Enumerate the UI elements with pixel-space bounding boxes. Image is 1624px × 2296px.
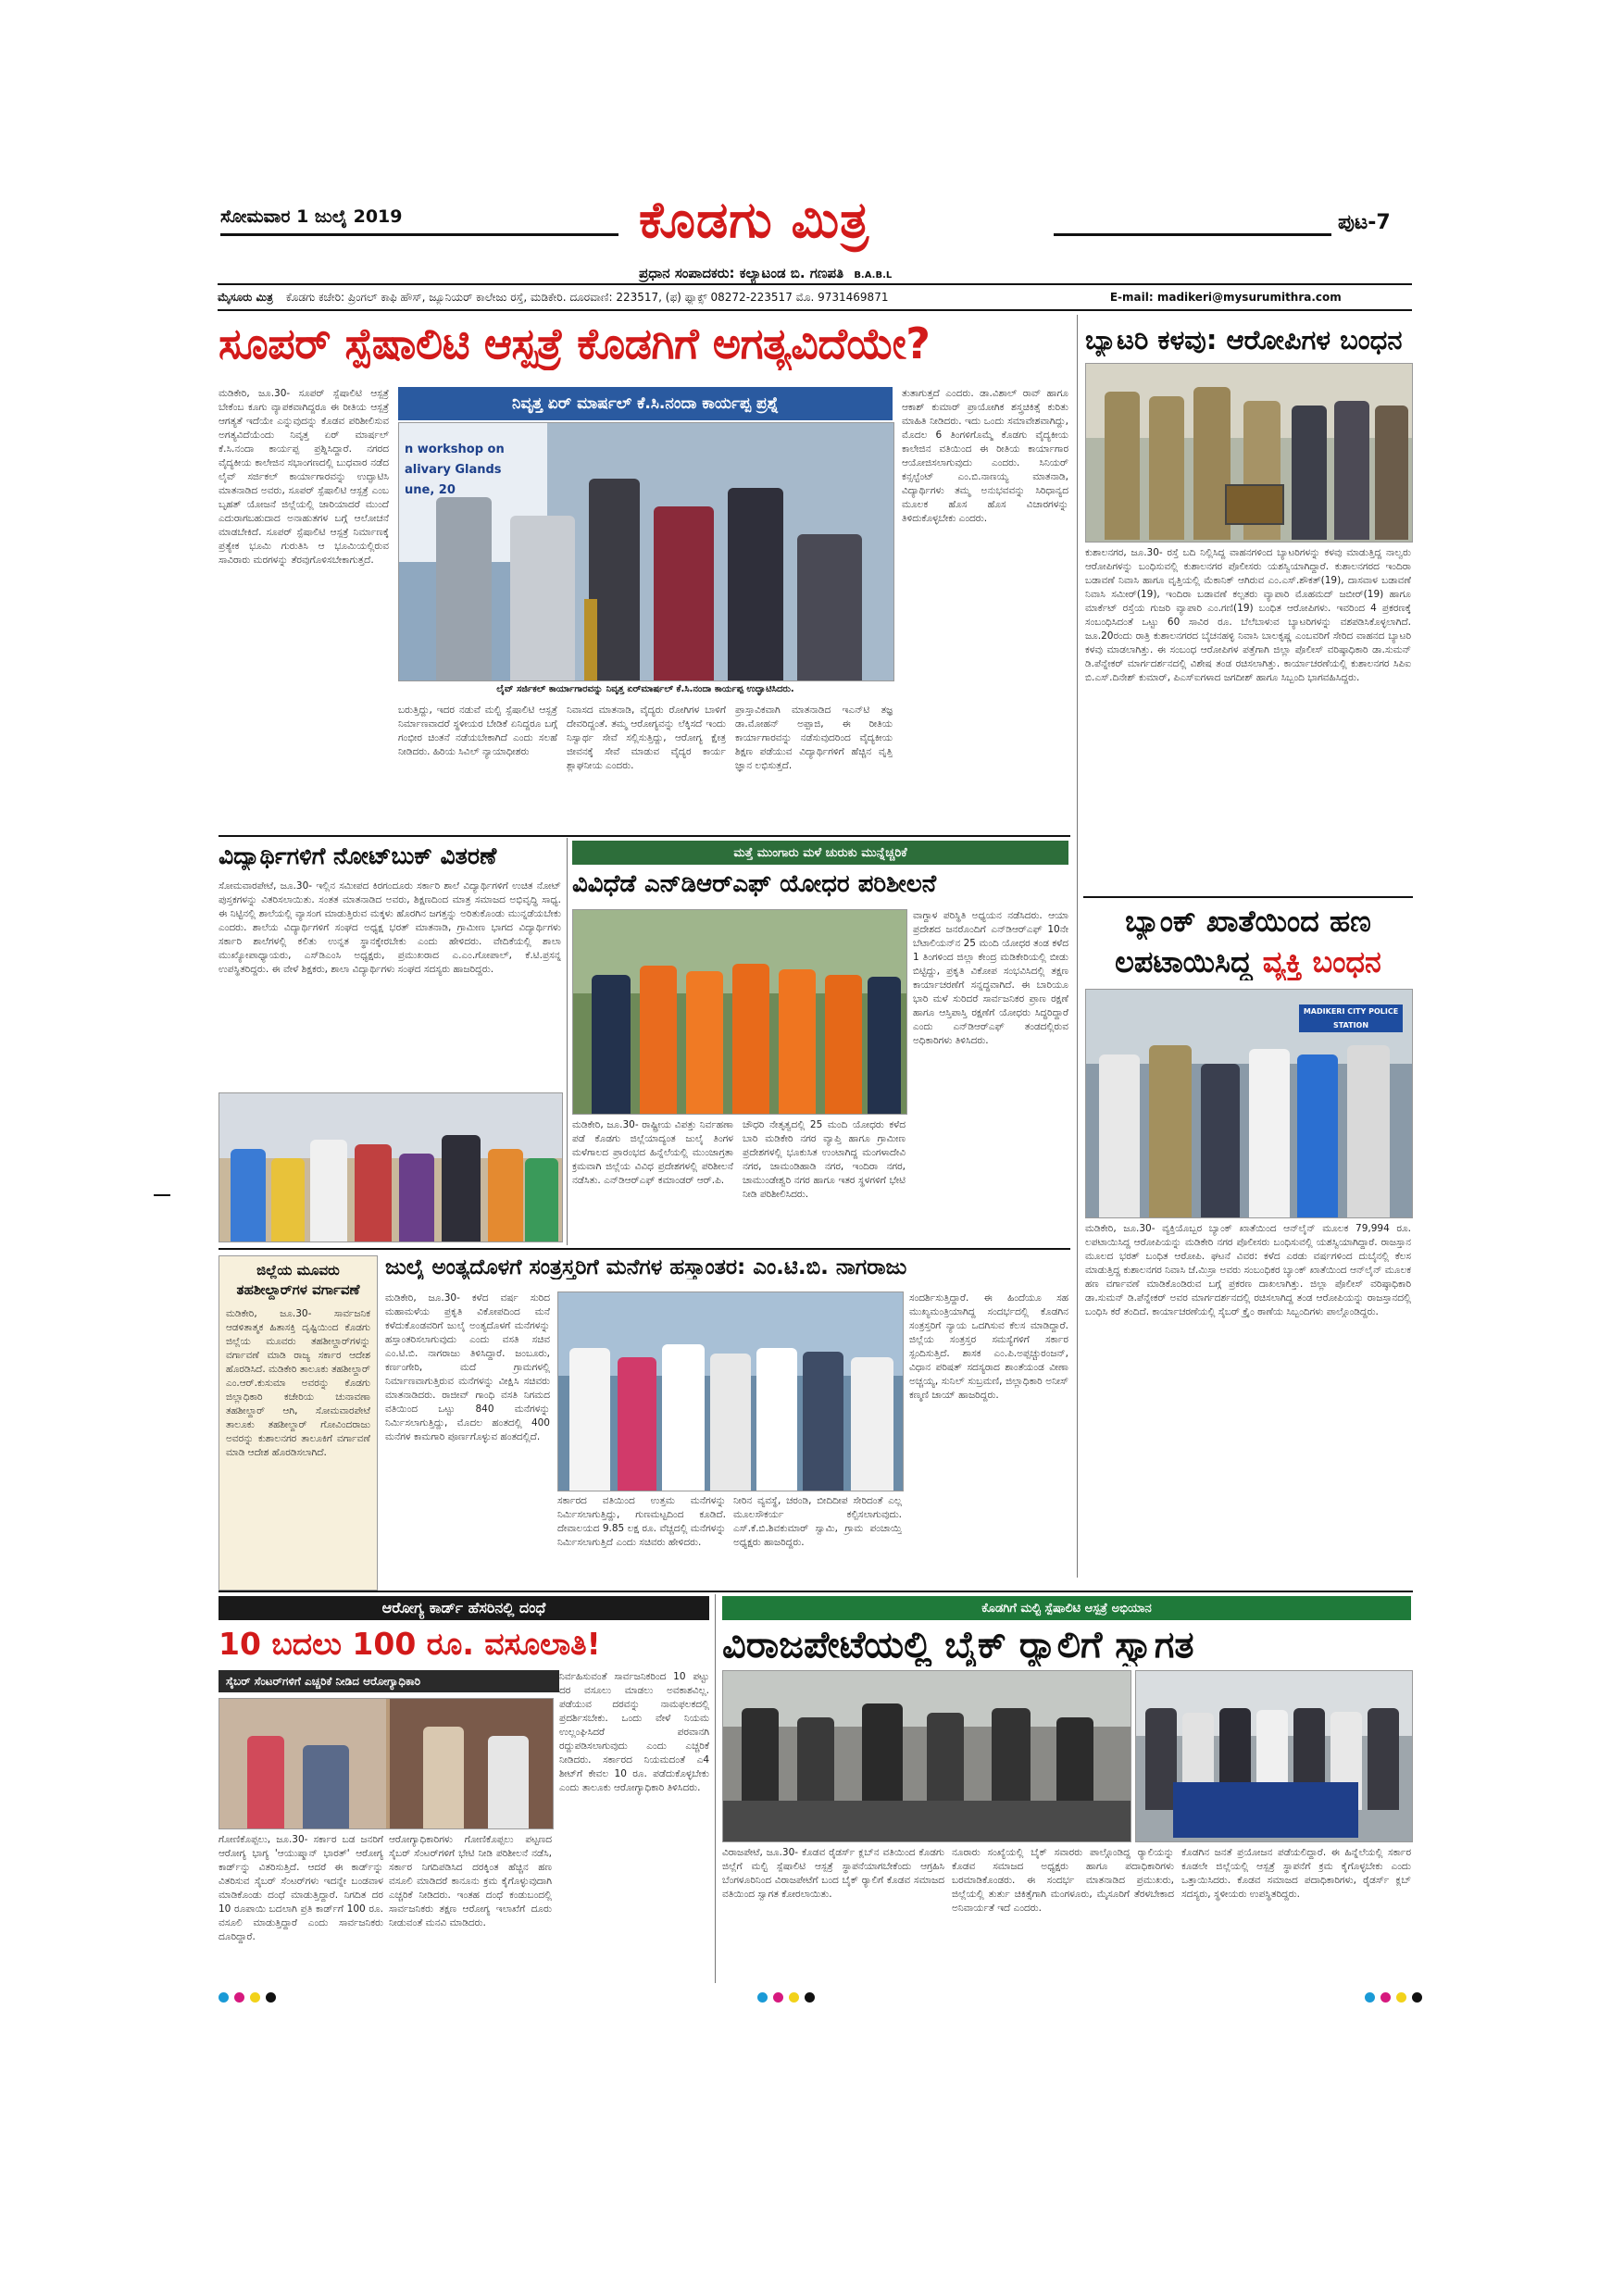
police-station-sign: MADIKERI CITY POLICE STATION xyxy=(1299,1004,1403,1032)
masthead-left-rule xyxy=(220,233,618,236)
contact-top-rule xyxy=(218,283,1412,285)
bank-headline-line2 xyxy=(1085,944,1411,980)
notebook-photo xyxy=(219,1092,563,1242)
lead-subhead: ನಿವೃತ್ತ ಏರ್ ಮಾರ್ಷಲ್ ಕೆ.ಸಿ.ನಂದಾ ಕಾರ್ಯಪ್ಪ ಪ್ರಶ್ನೆ xyxy=(512,394,779,413)
police-silhouette xyxy=(1149,1045,1192,1217)
photo-banner-text: n workshop on alivary Glands une, 20 xyxy=(405,443,505,497)
rider-silhouette xyxy=(992,1708,1031,1810)
ndrf-body-c: ವಾಗ್ದಾಳ ಪರಿಸ್ಥಿತಿ ಅಧ್ಯಯನ ನಡೆಸಿದರು. ಆಯಾ ಪ್ರದೇಶದ ಜನರೊಂದಿಗೆ ಎನ್‌ಡಿಆರ್‌ಎಫ್ 10ನೇ ಬೆಟಾಲಿಯನ್‌ನ 25 ಮಂದಿ ಯೋಧರ ತಂಡ ಕಳೆದ 1 ತಿಂಗಳಿಂದ ಜಿಲ್ಲಾ ಕೇಂದ್ರ ಮಡಿಕೇರಿಯಲ್ಲಿ ಬೀಡು ಬಿಟ್ಟಿದ್ದು, ಪ್ರಕೃತಿ ವಿಕೋಪ ಸಂಭವಿಸಿದಲ್ಲಿ ತಕ್ಷಣ ಕಾರ್ಯಾಚರಣೆಗೆ ಸನ್ನದ್ಧವಾಗಿದೆ. ಈ ಬಾರಿಯೂ ಭಾರಿ ಮಳೆ ಸುರಿದರೆ ಸಾರ್ವಜನಿಕರ ಪ್ರಾಣ ರಕ್ಷಣೆ ಹಾಗೂ ಆಸ್ತಿಪಾಸ್ತಿ ರಕ್ಷಣೆಗೆ ಯೋಧರು ಸಿದ್ಧರಿದ್ದಾರೆ ಎಂದು ಎನ್‌ಡಿಆರ್‌ಎಫ್ ತಂಡದಲ್ಲಿರುವ ಅಧಿಕಾರಿಗಳು ತಿಳಿಸಿದರು. xyxy=(913,910,1068,1046)
person-silhouette xyxy=(654,506,714,681)
bank-headline-part-a: ಲಪಟಾಯಿಸಿದ್ದ xyxy=(1115,944,1263,980)
section-rule xyxy=(1083,896,1413,898)
bike-body-c: ಕೊಡಗಿನ ಜನತೆ ಪ್ರಯೋಜನ ಪಡೆಯಲಿದ್ದಾರೆ. ಈ ಹಿನ್ನೆಲೆಯಲ್ಲಿ ಸರ್ಕಾರ ಕೂಡಲೇ ಜಿಲ್ಲೆಯಲ್ಲಿ ಆಸ್ಪತ್ರೆ ಸ್ಥಾಪನೆಗೆ ಕ್ರಮ ಕೈಗೊಳ್ಳಬೇಕು ಎಂದು ಒತ್ತಾಯಿಸಿದರು. ಕೊಡವ ಸಮಾಜದ ಪದಾಧಿಕಾರಿಗಳು, ರೈಡರ್ಸ್ ಕ್ಲಬ್ ಸದಸ್ಯರು, ಸ್ಥಳೀಯರು ಉಪಸ್ಥಿತರಿದ್ದರು. xyxy=(1181,1847,1411,1900)
person-silhouette xyxy=(851,1357,893,1491)
person-silhouette xyxy=(442,1135,481,1242)
health-kicker: ಆರೋಗ್ಯ ಕಾರ್ಡ್ ಹೆಸರಿನಲ್ಲಿ ದಂಧೆ xyxy=(381,1599,546,1616)
masthead-editor xyxy=(639,265,892,281)
masthead-editor-degree: B.A.B.L xyxy=(854,270,893,281)
club-banner xyxy=(1173,1782,1358,1838)
lead-body-col1: ಮಡಿಕೇರಿ, ಜೂ.30- ಸೂಪರ್ ಸ್ಪೆಷಾಲಿಟಿ ಆಸ್ಪತ್ರೆ ಬೇಕೆಂಬ ಕೂಗು ವ್ಯಾಪಕವಾಗಿದ್ದರೂ ಈ ರೀತಿಯ ಆಸ್ಪತ್ರೆ ಆಗತ್ಯತೆ ಇದೆಯೇ ಎನ್ನುವುದನ್ನು ಕೊಡವ ಪರಿಶೀಲಿಸುವ ಅಗತ್ಯವಿದೆಯೆಂದು ನಿವೃತ್ತ ಏರ್ ಮಾರ್ಷಲ್ ಕೆ.ಸಿ.ನಂದಾ ಕಾರ್ಯಪ್ಪ ಪ್ರಶ್ನಿಸಿದ್ದಾರೆ. ನಗರದ ವೈದ್ಯಕೀಯ ಕಾಲೇಜಿನ ಸಭಾಂಗಣದಲ್ಲಿ ಬುಧವಾರ ನಡೆದ ಲೈವ್ ಸರ್ಜಿಕಲ್ ಕಾರ್ಯಾಗಾರವನ್ನು ಉದ್ಘಾಟಿಸಿ ಮಾತನಾಡಿದ ಅವರು, ಸೂಪರ್ ಸ್ಪೆಷಾಲಿಟಿ ಆಸ್ಪತ್ರೆ ಎಂಬ ಬೃಹತ್ ಯೋಜನೆ ಜಿಲ್ಲೆಯಲ್ಲಿ ಜಾರಿಯಾದರೆ ಮುಂದೆ ಎದುರಾಗಬಹುದಾದ ಅನಾಹುತಗಳ ಬಗ್ಗೆ ಆಲೋಚನೆ ಮಾಡಬೇಕಿದೆ. ಸೂಪರ್ ಸ್ಪೆಷಾಲಿಟಿ ಆಸ್ಪತ್ರೆ ನಿರ್ಮಾಣಕ್ಕೆ ಪ್ರತ್ಯೇಕ ಭೂಮಿ ಗುರುತಿಸಿ ಆ ಭೂಮಿಯಲ್ಲಿರುವ ಸಾವಿರಾರು ಮರಗಳನ್ನು ತೆರವುಗೊಳಿಸಬೇಕಾಗುತ್ತದೆ. xyxy=(219,388,389,566)
person-silhouette xyxy=(510,516,575,681)
health-headline-part-b: ವಸೂಲಾತಿ! xyxy=(484,1626,601,1662)
housing-body-a: ಮಡಿಕೇರಿ, ಜೂ.30- ಕಳೆದ ವರ್ಷ ಸುರಿದ ಮಹಾಮಳೆಯ ಪ್ರಕೃತಿ ವಿಕೋಪದಿಂದ ಮನೆ ಕಳೆದುಕೊಂಡವರಿಗೆ ಜುಲೈ ಅಂತ್ಯದೊಳಗೆ ಮನೆಗಳನ್ನು ಹಸ್ತಾಂತರಿಸಲಾಗುವುದು ಎಂದು ವಸತಿ ಸಚಿವ ಎಂ.ಟಿ.ಬಿ. ನಾಗರಾಜು ತಿಳಿಸಿದ್ದಾರೆ. ಜಂಬೂರು, ಕರ್ಣಂಗೇರಿ, ಮದೆ ಗ್ರಾಮಗಳಲ್ಲಿ ನಿರ್ಮಾಣವಾಗುತ್ತಿರುವ ಮನೆಗಳನ್ನು ವೀಕ್ಷಿಸಿ ಸಚಿವರು ಮಾತನಾಡಿದರು. ರಾಜೀವ್ ಗಾಂಧಿ ವಸತಿ ನಿಗಮದ ವತಿಯಿಂದ ಒಟ್ಟು 840 ಮನೆಗಳನ್ನು ನಿರ್ಮಿಸಲಾಗುತ್ತಿದ್ದು, ಮೊದಲ ಹಂತದಲ್ಲಿ 400 ಮನೆಗಳ ಕಾಮಗಾರಿ ಪೂರ್ಣಗೊಳ್ಳುವ ಹಂತದಲ್ಲಿದೆ. xyxy=(385,1292,550,1442)
child-silhouette xyxy=(271,1158,305,1242)
rider-silhouette xyxy=(927,1713,964,1810)
bike-photo-right xyxy=(1135,1670,1413,1842)
bank-headline-part-b: ವ್ಯಕ್ತಿ ಬಂಧನ xyxy=(1262,944,1381,980)
person-silhouette xyxy=(1249,1049,1290,1217)
person-silhouette xyxy=(1201,1064,1240,1217)
person-silhouette xyxy=(1368,1708,1399,1810)
person-silhouette xyxy=(1375,406,1408,540)
ndrf-kicker-bar xyxy=(572,841,1068,865)
masthead-page-number: ಪುಟ-7 xyxy=(1338,211,1391,234)
bank-headline-line1: ಬ್ಯಾಂಕ್ ಖಾತೆಯಿಂದ ಹಣ xyxy=(1125,904,1371,939)
lamp-icon xyxy=(584,599,597,681)
lead-photo xyxy=(398,422,894,681)
housing-photo-caption-b: ನೀರಿನ ವ್ಯವಸ್ಥೆ, ಚರಂಡಿ, ಬೀದಿದೀಪ ಸೇರಿದಂತೆ ಎಲ್ಲ ಮೂಲಸೌಕರ್ಯ ಕಲ್ಪಿಸಲಾಗುವುದು. ಎಸ್.ಕೆ.ಬಿ.ಶಿವಕುಮಾರ್ ಸ್ವಾಮಿ, ಗ್ರಾಮ ಪಂಚಾಯ್ತಿ ಅಧ್ಯಕ್ಷರು ಹಾಜರಿದ್ದರು. xyxy=(733,1495,902,1548)
bike-kicker-bar xyxy=(722,1596,1411,1620)
contact-strip xyxy=(218,286,1412,308)
child-silhouette xyxy=(488,1149,523,1242)
person-silhouette xyxy=(1347,1045,1390,1217)
masthead-title: ಕೊಡಗು ಮಿತ್ರ xyxy=(639,191,870,249)
health-photo xyxy=(219,1698,554,1829)
person-silhouette xyxy=(423,1727,464,1828)
health-subhead: ಸೈಬರ್ ಸೆಂಟರ್‌ಗಳಿಗೆ ಎಚ್ಚರಿಕೆ ನೀಡಿದ ಆರೋಗ್ಯಾಧಿಕಾರಿ xyxy=(226,1674,421,1688)
housing-photo xyxy=(557,1292,904,1491)
registration-marks-left xyxy=(219,1989,281,2006)
child-silhouette xyxy=(231,1149,266,1242)
masthead-date: ಸೋಮವಾರ 1 ಜುಲೈ 2019 xyxy=(220,206,403,227)
masthead-editor-name: ಪ್ರಧಾನ ಸಂಪಾದಕರು: ಕಲ್ಯಾಟಂಡ ಬಿ. ಗಣಪತಿ xyxy=(639,265,844,281)
section-rule xyxy=(219,1591,1413,1592)
office-email: E-mail: madikeri@mysurumithra.com xyxy=(1109,291,1342,304)
person-silhouette xyxy=(569,1348,610,1491)
ndrf-photo xyxy=(572,909,907,1115)
bike-body-b: ನೂರಾರು ಸಂಖ್ಯೆಯಲ್ಲಿ ಬೈಕ್ ಸವಾರರು ಪಾಲ್ಗೊಂಡಿದ್ದ ರ‍್ಯಾಲಿಯನ್ನು ಕೊಡವ ಸಮಾಜದ ಅಧ್ಯಕ್ಷರು ಹಾಗೂ ಪದಾಧಿಕಾರಿಗಳು ಬರಮಾಡಿಕೊಂಡರು. ಈ ಸಂದರ್ಭ ಮಾತನಾಡಿದ ಪ್ರಮುಖರು, ಜಿಲ್ಲೆಯಲ್ಲಿ ತುರ್ತು ಚಿಕಿತ್ಸೆಗಾಗಿ ಮಂಗಳೂರು, ಮೈಸೂರಿಗೆ ತೆರಳಬೇಕಾದ ಅನಿವಾರ್ಯತೆ ಇದೆ ಎಂದರು. xyxy=(952,1847,1174,1914)
tahsildar-body: ಮಡಿಕೇರಿ, ಜೂ.30- ಸಾರ್ವಜನಿಕ ಆಡಳಿತಾತ್ಮಕ ಹಿತಾಸಕ್ತಿ ದೃಷ್ಟಿಯಿಂದ ಕೊಡಗು ಜಿಲ್ಲೆಯ ಮೂವರು ತಹಶೀಲ್ದಾರ್‌ಗಳನ್ನು ವರ್ಗಾವಣೆ ಮಾಡಿ ರಾಜ್ಯ ಸರ್ಕಾರ ಆದೇಶ ಹೊರಡಿಸಿದೆ. ಮಡಿಕೇರಿ ತಾಲೂಕು ತಹಶೀಲ್ದಾರ್ ಎಂ.ಆರ್.ಕುಸುಮಾ ಅವರನ್ನು ಕೊಡಗು ಜಿಲ್ಲಾಧಿಕಾರಿ ಕಚೇರಿಯ ಚುನಾವಣಾ ತಹಶೀಲ್ದಾರ್ ಆಗಿ, ಸೋಮವಾರಪೇಟೆ ತಾಲೂಕು ತಹಶೀಲ್ದಾರ್ ಗೋವಿಂದರಾಜು ಅವರನ್ನು ಕುಶಾಲನಗರ ತಾಲೂಕಿಗೆ ವರ್ಗಾವಣೆ ಮಾಡಿ ಆದೇಶ ಹೊರಡಿಸಲಾಗಿದೆ. xyxy=(226,1308,370,1458)
housing-body-b: ಸಂದರ್ಶಿಸುತ್ತಿದ್ದಾರೆ. ಈ ಹಿಂದೆಯೂ ಸಹ ಮುಖ್ಯಮಂತ್ರಿಯಾಗಿದ್ದ ಸಂದರ್ಭದಲ್ಲಿ ಕೊಡಗಿನ ಸಂತ್ರಸ್ತರಿಗೆ ನ್ಯಾಯ ಒದಗಿಸುವ ಕೆಲಸ ಮಾಡಿದ್ದಾರೆ. ಜಿಲ್ಲೆಯ ಸಂತ್ರಸ್ತರ ಸಮಸ್ಯೆಗಳಿಗೆ ಸರ್ಕಾರ ಸ್ಪಂದಿಸುತ್ತಿದೆ. ಶಾಸಕ ಎಂ.ಪಿ.ಅಪ್ಪಚ್ಚುರಂಜನ್, ವಿಧಾನ ಪರಿಷತ್ ಸದಸ್ಯರಾದ ಶಾಂತೆಯಂಡ ವೀಣಾ ಅಚ್ಚಯ್ಯ, ಸುನಿಲ್ ಸುಬ್ರಮಣಿ, ಜಿಲ್ಲಾಧಿಕಾರಿ ಅನೀಸ್ ಕಣ್ಮಣಿ ಜಾಯ್ ಹಾಜರಿದ್ದರು. xyxy=(909,1292,1068,1401)
rider-silhouette xyxy=(742,1708,779,1810)
lead-body-col4: ಪ್ರಾಸ್ತಾವಿಕವಾಗಿ ಮಾತನಾಡಿದ ಇಎನ್‌ಟಿ ತಜ್ಞ ಡಾ.ಮೋಹನ್ ಅಪ್ಪಾಜಿ, ಈ ರೀತಿಯ ಕಾರ್ಯಾಗಾರವನ್ನು ನಡೆಸುವುದರಿಂದ ವೈದ್ಯಕೀಯ ಶಿಕ್ಷಣ ಪಡೆಯುವ ವಿದ್ಯಾರ್ಥಿಗಳಿಗೆ ಹೆಚ್ಚಿನ ವೃತ್ತಿ ಜ್ಞಾನ ಲಭಿಸುತ್ತದೆ. xyxy=(735,705,893,771)
ndrf-kicker: ಮತ್ತೆ ಮುಂಗಾರು ಮಳೆ ಚುರುಕು ಮುನ್ನೆಚ್ಚರಿಕೆ xyxy=(733,845,907,860)
lead-body-col3: ನಿವಾಸದ ಮಾತನಾಡಿ, ವೈದ್ಯರು ರೋಗಿಗಳ ಬಾಳಿಗೆ ದೇವರಿದ್ದಂತೆ. ತಮ್ಮ ಆರೋಗ್ಯವನ್ನು ಲೆಕ್ಕಿಸದೆ ಇಂದು ನಿಸ್ವಾರ್ಥ ಸೇವೆ ಸಲ್ಲಿಸುತ್ತಿದ್ದು, ಆರೋಗ್ಯ ಕ್ಷೇತ್ರ ಜೀವನಕ್ಕೆ ಸೇವೆ ಮಾಡುವ ವೈದ್ಯರ ಕಾರ್ಯ ಶ್ಲಾಘನೀಯ ಎಂದರು. xyxy=(567,705,726,771)
health-body-c: ನಿರ್ವಹಿಸುವಂತೆ ಸಾರ್ವಜನಿಕರಿಂದ 10 ಪಟ್ಟು ದರ ವಸೂಲು ಮಾಡಲು ಅವಕಾಶವಿಲ್ಲ. ಪಡೆಯುವ ದರವನ್ನು ನಾಮಫಲಕದಲ್ಲಿ ಪ್ರದರ್ಶಿಸಬೇಕು. ಒಂದು ವೇಳೆ ನಿಯಮ ಉಲ್ಲಂಘಿಸಿದರೆ ಪರವಾನಗಿ ರದ್ದುಪಡಿಸಲಾಗುವುದು ಎಂದು ಎಚ್ಚರಿಕೆ ನೀಡಿದರು. ಸರ್ಕಾರದ ನಿಯಮದಂತೆ ಎ4 ಶೀಟ್‌ಗೆ ಕೇವಲ 10 ರೂ. ಪಡೆದುಕೊಳ್ಳಬೇಕು ಎಂದು ತಾಲೂಕು ಆರೋಗ್ಯಾಧಿಕಾರಿ ತಿಳಿಸಿದರು. xyxy=(559,1671,709,1793)
police-silhouette xyxy=(1105,392,1140,540)
office-address: ಕೊಡಗು ಕಚೇರಿ: ಪ್ರಿಂಗಲ್ ಕಾಫಿ ಹೌಸ್, ಜ್ಯೂನಿಯರ್ ಕಾಲೇಜು ರಸ್ತೆ, ಮಡಿಕೇರಿ. ದೂರವಾಣಿ: 223517, (ಫ) ಫ್ಯಾಕ್ಸ್ 08272-223517 ಮೊ. 9731469871 xyxy=(285,290,889,304)
health-kicker-bar xyxy=(219,1596,709,1620)
health-headline-part-a: 10 ಬದಲು 100 ರೂ. xyxy=(219,1626,485,1662)
registration-marks-right xyxy=(1365,1989,1428,2006)
person-silhouette xyxy=(797,534,862,681)
child-silhouette xyxy=(525,1158,558,1242)
health-subhead-bar xyxy=(219,1670,559,1692)
rescuer-silhouette xyxy=(825,975,862,1114)
battery-photo xyxy=(1085,363,1413,543)
bike-body-a: ವಿರಾಜಪೇಟೆ, ಜೂ.30- ಕೊಡವ ರೈಡರ್ಸ್ ಕ್ಲಬ್‌ನ ವತಿಯಿಂದ ಕೊಡಗು ಜಿಲ್ಲೆಗೆ ಮಲ್ಟಿ ಸ್ಪೆಷಾಲಿಟಿ ಆಸ್ಪತ್ರೆ ಸ್ಥಾಪನೆಯಾಗಬೇಕೆಂದು ಆಗ್ರಹಿಸಿ ಬೆಂಗಳೂರಿನಿಂದ ವಿರಾಜಪೇಟೆಗೆ ಬಂದ ಬೈಕ್ ರ‍್ಯಾಲಿಗೆ ಕೊಡವ ಸಮಾಜದ ವತಿಯಿಂದ ಸ್ವಾಗತ ಕೋರಲಾಯಿತು. xyxy=(722,1847,944,1900)
ndrf-headline: ವಿವಿಧೆಡೆ ಎನ್‌ಡಿಆರ್‌ಎಫ್ ಯೋಧರ ಪರಿಶೀಲನೆ xyxy=(572,870,937,898)
housing-photo-caption-a: ಸರ್ಕಾರದ ವತಿಯಿಂದ ಉತ್ತಮ ಮನೆಗಳನ್ನು ನಿರ್ಮಿಸಲಾಗುತ್ತಿದ್ದು, ಗುಣಮಟ್ಟದಿಂದ ಕೂಡಿದೆ. ದೇವಾಲಯದ 9.85 ಲಕ್ಷ ರೂ. ವೆಚ್ಚದಲ್ಲಿ ಮನೆಗಳನ್ನು ನಿರ್ಮಿಸಲಾಗುತ್ತಿದೆ ಎಂದು ಸಚಿವರು ಹೇಳಿದರು. xyxy=(557,1495,726,1548)
rider-silhouette xyxy=(1056,1717,1093,1810)
section-rule xyxy=(219,1248,1070,1250)
person-silhouette xyxy=(1292,406,1327,540)
police-silhouette xyxy=(1149,396,1184,540)
health-headline xyxy=(219,1626,709,1663)
lead-body-col5: ತುತಾಗುತ್ತದೆ ಎಂದರು. ಡಾ.ವಿಶಾಲ್ ರಾವ್ ಹಾಗೂ ಆಕಾಶ್ ಕುಮಾರ್ ಪ್ರಾಯೋಗಿಕ ಶಸ್ತ್ರಚಿಕಿತ್ಸೆ ಕುರಿತು ಮಾಹಿತಿ ನೀಡಿದರು. ಇದು ಒಂದು ಸಮಾವೇಶವಾಗಿದ್ದು, ಮೊದಲ 6 ತಿಂಗಳಿಗೊಮ್ಮೆ ಕೊಡಗು ವೈದ್ಯಕೀಯ ಕಾಲೇಜಿನ ವತಿಯಿಂದ ಈ ರೀತಿಯ ಕಾರ್ಯಾಗಾರ ಆಯೋಜಿಸಲಾಗುವುದು ಎಂದರು. ಸಿನಿಯರ್ ಕನ್ಸಲ್ಟೆಂಟ್ ಎಂ.ಬಿ.ನಾಣಯ್ಯ ಮಾತನಾಡಿ, ವಿದ್ಯಾರ್ಥಿಗಳು ತಮ್ಮ ಅನುಭವವನ್ನು ಸಿರಿಧಾನ್ಯದ ಮೂಲಕ ಹೊಸ ಹೊಸ ವಿಚಾರಗಳನ್ನು ತಿಳಿದುಕೊಳ್ಳಬೇಕು ಎಂದರು. xyxy=(902,388,1068,524)
health-body-a: ಗೋಣಿಕೊಪ್ಪಲು, ಜೂ.30- ಸರ್ಕಾರ ಬಡ ಜನರಿಗೆ ಆರೋಗ್ಯ ಭಾಗ್ಯ 'ಆಯುಷ್ಮಾನ್ ಭಾರತ್' ಆರೋಗ್ಯ ಕಾರ್ಡ್‌ನ್ನು ವಿತರಿಸುತ್ತಿದೆ. ಆದರೆ ಈ ಕಾರ್ಡ್‌ನ್ನು ವಿತರಿಸುವ ಸೈಬರ್ ಸೆಂಟರ್‌ಗಳು ಇದನ್ನೇ ಬಂಡವಾಳ ಮಾಡಿಕೊಂಡು ದಂಧೆ ಮಾಡುತ್ತಿದ್ದಾರೆ. ನಿಗದಿತ ದರ 10 ರೂಪಾಯಿ ಬದಲಾಗಿ ಪ್ರತಿ ಕಾರ್ಡ್‌ಗೆ 100 ರೂ. ವಸೂಲಿ ಮಾಡುತ್ತಿದ್ದಾರೆ ಎಂದು ಸಾರ್ವಜನಿಕರು ದೂರಿದ್ದಾರೆ. xyxy=(219,1834,383,1942)
column-rule xyxy=(567,838,568,1245)
child-silhouette xyxy=(399,1154,434,1242)
person-silhouette xyxy=(488,1736,529,1828)
person-silhouette xyxy=(662,1344,705,1491)
person-silhouette xyxy=(303,1745,349,1828)
crop-mark xyxy=(154,1194,170,1196)
notebook-headline: ವಿದ್ಯಾರ್ಥಿಗಳಿಗೆ ನೋಟ್‌ಬುಕ್ ವಿತರಣೆ xyxy=(219,842,497,869)
person-silhouette xyxy=(436,497,492,681)
lead-headline: ಸೂಪರ್ ಸ್ಪೆಷಾಲಿಟಿ ಆಸ್ಪತ್ರೆ ಕೊಡಗಿಗೆ ಅಗತ್ಯವಿದೆಯೇ? xyxy=(219,318,931,368)
battery-body: ಕುಶಾಲನಗರ, ಜೂ.30- ರಸ್ತೆ ಬದಿ ನಿಲ್ಲಿಸಿದ್ದ ವಾಹನಗಳಿಂದ ಬ್ಯಾಟರಿಗಳನ್ನು ಕಳವು ಮಾಡುತ್ತಿದ್ದ ನಾಲ್ವರು ಆರೋಪಿಗಳನ್ನು ಬಂಧಿಸುವಲ್ಲಿ ಕುಶಾಲನಗರ ಪೊಲೀಸರು ಯಶಸ್ವಿಯಾಗಿದ್ದಾರೆ. ಕುಶಾಲನಗರದ ಇಂದಿರಾ ಬಡಾವಣೆ ನಿವಾಸಿ ಹಾಗೂ ವೃತ್ತಿಯಲ್ಲಿ ಮೆಕಾನಿಕ್ ಆಗಿರುವ ಎಂ.ಎಸ್.ಶೌಕತ್(19), ದಾಸವಾಳ ಬಡಾವಣೆ ನಿವಾಸಿ ಸಮೀರ್(19), ಇಂದಿರಾ ಬಡಾವಣೆ ಕಲ್ಪತರು ವ್ಯಾಪಾರಿ ಮೊಹಮದ್ ಜಬೀರ್(19) ಹಾಗೂ ಮಾರ್ಕೆಟ್ ರಸ್ತೆಯ ಗುಜರಿ ವ್ಯಾಪಾರಿ ಎಂ.ಗಣಿ(19) ಬಂಧಿತ ಆರೋಪಿಗಳು. ಇವರಿಂದ 4 ಪ್ರಕರಣಕ್ಕೆ ಸಂಬಂಧಿಸಿದಂತೆ ಒಟ್ಟು 60 ಸಾವಿರ ರೂ. ಬೆಲೆಬಾಳುವ ಬ್ಯಾಟರಿಗಳನ್ನು ವಶಪಡಿಸಿಕೊಳ್ಳಲಾಗಿದೆ. ಜೂ.20ರಂದು ರಾತ್ರಿ ಕುಶಾಲನಗರದ ಬೈಚನಹಳ್ಳಿ ನಿವಾಸಿ ಬಾಲಕೃಷ್ಣ ಎಂಬವರಿಗೆ ಸೇರಿದ ವಾಹನದ ಬ್ಯಾಟರಿ ಕಳವು ಮಾಡಲಾಗಿತ್ತು. ಈ ಸಂಬಂಧ ಆರೋಪಿಗಳ ಪತ್ತೆಗಾಗಿ ಜಿಲ್ಲಾ ಪೊಲೀಸ್ ವರಿಷ್ಠಾಧಿಕಾರಿ ಡಾ.ಸುಮನ್ ಡಿ.ಪೆನ್ನೇಕರ್ ಮಾರ್ಗದರ್ಶನದಲ್ಲಿ ವಿಶೇಷ ತಂಡ ರಚಿಸಲಾಗಿತ್ತು. ಕಾರ್ಯಾಚರಣೆಯಲ್ಲಿ ಕುಶಾಲನಗರ ಸಿಪಿಐ ಬಿ.ಎಸ್.ದಿನೇಶ್ ಕುಮಾರ್, ಪಿಎಸ್‌ಐಗಳಾದ ಜಗದೀಶ್ ಹಾಗೂ ಸಿಬ್ಬಂದಿ ಭಾಗವಹಿಸಿದ್ದರು. xyxy=(1085,547,1411,683)
rescuer-silhouette xyxy=(732,964,769,1114)
motorbike-row xyxy=(723,1801,1131,1841)
bank-photo xyxy=(1085,989,1413,1218)
masthead-right-rule xyxy=(1054,233,1331,236)
person-silhouette xyxy=(1099,1054,1140,1217)
rider-silhouette xyxy=(797,1717,834,1810)
column-rule xyxy=(715,1594,716,1983)
child-silhouette xyxy=(355,1144,392,1242)
notebook-body: ಸೋಮವಾರಪೇಟೆ, ಜೂ.30- ಇಲ್ಲಿನ ಸಮೀಪದ ಕಿರಗಂದೂರು ಸರ್ಕಾರಿ ಶಾಲೆ ವಿದ್ಯಾರ್ಥಿಗಳಿಗೆ ಉಚಿತ ನೋಟ್ ಪುಸ್ತಕಗಳನ್ನು ವಿತರಿಸಲಾಯಿತು. ಸಂತತ ಮಾತನಾಡಿದ ಅವರು, ಶಿಕ್ಷಣದಿಂದ ಮಾತ್ರ ಸಮಾಜದ ಅಭಿವೃದ್ಧಿ ಸಾಧ್ಯ. ಈ ನಿಟ್ಟಿನಲ್ಲಿ ಶಾಲೆಯಲ್ಲಿ ವ್ಯಾಸಂಗ ಮಾಡುತ್ತಿರುವ ಮಕ್ಕಳು ಹೊರಗಿನ ಜಗತ್ತನ್ನು ಅರಿತುಕೊಂಡು ಮುನ್ನಡೆಯಬೇಕು ಎಂದರು. ಶಾಲೆಯ ವಿದ್ಯಾರ್ಥಿಗಳಿಗೆ ಸಂಘದ ಅಧ್ಯಕ್ಷ ಭರತ್ ಮಾತನಾಡಿ, ಗ್ರಾಮೀಣ ಭಾಗದ ವಿದ್ಯಾರ್ಥಿಗಳು ಸರ್ಕಾರಿ ಶಾಲೆಗಳಲ್ಲಿ ಕಲಿತು ಉನ್ನತ ಸ್ಥಾನಕ್ಕೇರಬೇಕು ಎಂದು ಹೇಳಿದರು. ವೇದಿಕೆಯಲ್ಲಿ ಶಾಲಾ ಮುಖ್ಯೋಪಾಧ್ಯಾಯರು, ಎಸ್‌ಡಿಎಂಸಿ ಅಧ್ಯಕ್ಷರು, ಪ್ರಮುಖರಾದ ಎ.ಎಂ.ಗೋಪಾಲ್, ಕೆ.ಟಿ.ಪ್ರಸನ್ನ ಉಪಸ್ಥಿತರಿದ್ದರು. ಈ ವೇಳೆ ಶಿಕ್ಷಕರು, ಶಾಲಾ ವಿದ್ಯಾರ್ಥಿಗಳು ಸಂಘದ ಸದಸ್ಯರು ಹಾಜರಿದ್ದರು. xyxy=(219,880,561,975)
bike-kicker: ಕೊಡಗಿಗೆ ಮಲ್ಟಿ ಸ್ಪೆಷಾಲಿಟಿ ಆಸ್ಪತ್ರೆ ಅಭಿಯಾನ xyxy=(981,1601,1152,1616)
person-silhouette xyxy=(803,1352,843,1491)
bank-body: ಮಡಿಕೇರಿ, ಜೂ.30- ವ್ಯಕ್ತಿಯೊಬ್ಬರ ಬ್ಯಾಂಕ್ ಖಾತೆಯಿಂದ ಆನ್‌ಲೈನ್ ಮೂಲಕ 79,994 ರೂ. ಲಪಟಾಯಿಸಿದ್ದ ಆರೋಪಿಯನ್ನು ಮಡಿಕೇರಿ ನಗರ ಪೊಲೀಸರು ಬಂಧಿಸುವಲ್ಲಿ ಯಶಸ್ವಿಯಾಗಿದ್ದಾರೆ. ರಾಜಸ್ತಾನ ಮೂಲದ ಭರತ್ ಬಂಧಿತ ಆರೋಪಿ. ಘಟನೆ ವಿವರ: ಕಳೆದ ಎರಡು ವರ್ಷಗಳಿಂದ ದುಬೈನಲ್ಲಿ ಕೆಲಸ ಮಾಡುತ್ತಿದ್ದ ಕುಶಾಲನಗರ ನಿವಾಸಿ ಜೆ.ಮಿಸ್ರಾ ಅವರು ಸಂಬಂಧಿಕರ ಬ್ಯಾಂಕ್ ಖಾತೆಯಿಂದ ಆನ್‌ಲೈನ್ ಮೂಲಕ ಹಣ ವರ್ಗಾವಣೆ ಮಾಡಿಕೊಂಡಿರುವ ಬಗ್ಗೆ ಪ್ರಕರಣ ದಾಖಲಾಗಿತ್ತು. ಜಿಲ್ಲಾ ಪೊಲೀಸ್ ವರಿಷ್ಠಾಧಿಕಾರಿ ಡಾ.ಸುಮನ್ ಡಿ.ಪೆನ್ನೇಕರ್ ಅವರ ಮಾರ್ಗದರ್ಶನದಲ್ಲಿ ರಚಿಸಲಾಗಿದ್ದ ತಂಡ ಆರೋಪಿಯನ್ನು ರಾಜಸ್ತಾನದಲ್ಲಿ ಬಂಧಿಸಿ ಕರೆ ತಂದಿದೆ. ಕಾರ್ಯಾಚರಣೆಯಲ್ಲಿ ಸೈಬರ್ ಕ್ರೈಂ ಠಾಣೆಯ ಸಿಬ್ಬಂದಿಗಳು ಪಾಲ್ಗೊಂಡಿದ್ದರು. xyxy=(1085,1223,1411,1317)
bike-headline: ವಿರಾಜಪೇಟೆಯಲ್ಲಿ ಬೈಕ್ ರ‍್ಯಾಲಿಗೆ ಸ್ವಾಗತ xyxy=(722,1624,1194,1666)
health-body-b: ಆರೋಗ್ಯಾಧಿಕಾರಿಗಳು ಗೋಣಿಕೊಪ್ಪಲು ಪಟ್ಟಣದ ಸೈಬರ್ ಸೆಂಟರ್‌ಗಳಿಗೆ ಭೇಟಿ ನೀಡಿ ಪರಿಶೀಲನೆ ನಡೆಸಿ, ಸರ್ಕಾರ ನಿಗದಿಪಡಿಸಿದ ದರಕ್ಕಿಂತ ಹೆಚ್ಚಿನ ಹಣ ವಸೂಲಿ ಮಾಡಿದರೆ ಕಾನೂನು ಕ್ರಮ ಕೈಗೊಳ್ಳುವುದಾಗಿ ಎಚ್ಚರಿಕೆ ನೀಡಿದರು. ಇಂತಹ ದಂಧೆ ಕಂಡುಬಂದಲ್ಲಿ ಸಾರ್ವಜನಿಕರು ತಕ್ಷಣ ಆರೋಗ್ಯ ಇಲಾಖೆಗೆ ದೂರು ನೀಡುವಂತೆ ಮನವಿ ಮಾಡಿದರು. xyxy=(389,1834,552,1928)
person-silhouette xyxy=(1145,1708,1177,1810)
section-rule xyxy=(219,835,1070,837)
rescuer-silhouette xyxy=(779,969,816,1114)
person-silhouette xyxy=(247,1736,284,1828)
officer-silhouette xyxy=(868,977,901,1114)
battery-icon xyxy=(1225,484,1284,525)
ndrf-body-b: ಚೌಧರಿ ನೇತೃತ್ವದಲ್ಲಿ 25 ಮಂದಿ ಯೋಧರು ಕಳೆದ ಬಾರಿ ಮಡಿಕೇರಿ ನಗರ ವ್ಯಾಪ್ತಿ ಹಾಗೂ ಗ್ರಾಮೀಣ ಪ್ರದೇಶಗಳಲ್ಲಿ ಭೂಕುಸಿತ ಉಂಟಾಗಿದ್ದ ಮಂಗಳಾದೇವಿ ನಗರ, ಜಾಮಂಡಿಹಾಡಿ ನಗರ, ಇಂದಿರಾ ನಗರ, ಚಾಮುಂಡೇಶ್ವರಿ ನಗರ ಹಾಗೂ ಇತರ ಸ್ಥಳಗಳಿಗೆ ಭೇಟಿ ನೀಡಿ ಪರಿಶೀಲಿಸಿದರು. xyxy=(743,1119,906,1200)
rescuer-silhouette xyxy=(686,971,723,1114)
person-silhouette xyxy=(728,488,783,681)
housing-headline: ಜುಲೈ ಅಂತ್ಯದೊಳಗೆ ಸಂತ್ರಸ್ತರಿಗೆ ಮನೆಗಳ ಹಸ್ತಾಂತರ: ಎಂ.ಟಿ.ಬಿ. ನಾಗರಾಜು xyxy=(385,1255,907,1279)
paper-name: ಮೈಸೂರು ಮಿತ್ರ xyxy=(218,290,273,304)
lead-subhead-bar xyxy=(398,387,893,420)
person-silhouette xyxy=(1297,1054,1338,1217)
registration-marks-center xyxy=(757,1989,820,2006)
battery-headline: ಬ್ಯಾಟರಿ ಕಳವು: ಆರೋಪಿಗಳ ಬಂಧನ xyxy=(1085,324,1403,356)
right-column-rule xyxy=(1077,315,1078,1578)
person-silhouette xyxy=(710,1354,751,1491)
bike-photo-left xyxy=(722,1670,1131,1842)
person-silhouette xyxy=(618,1357,656,1491)
lead-body-col2: ಬರುತ್ತಿದ್ದು, ಇದರ ನಡುವೆ ಮಲ್ಟಿ ಸ್ಪೆಷಾಲಿಟಿ ಆಸ್ಪತ್ರೆ ನಿರ್ಮಾಣವಾದರೆ ಸ್ಥಳೀಯರ ಬೇಡಿಕೆ ಏನಿದ್ದರೂ ಬಗ್ಗೆ ಗಂಭೀರ ಚಿಂತನೆ ನಡೆಯಬೇಕಾಗಿದೆ ಎಂದು ಸಲಹೆ ನೀಡಿದರು. ಹಿರಿಯ ಸಿವಿಲ್ ನ್ಯಾಯಾಧೀಶರು xyxy=(398,705,557,757)
tahsildar-headline: ಜಿಲ್ಲೆಯ ಮೂವರು ತಹಶೀಲ್ದಾರ್‌ಗಳ ವರ್ಗಾವಣೆ xyxy=(236,1262,360,1298)
contact-bottom-rule xyxy=(218,309,1412,311)
child-silhouette xyxy=(310,1140,347,1242)
rescuer-silhouette xyxy=(640,966,677,1114)
person-silhouette xyxy=(1334,401,1369,540)
rider-silhouette xyxy=(862,1703,903,1810)
ndrf-body-a: ಮಡಿಕೇರಿ, ಜೂ.30- ರಾಷ್ಟ್ರೀಯ ವಿಪತ್ತು ನಿರ್ವಹಣಾ ಪಡೆ ಕೊಡಗು ಜಿಲ್ಲೆಯಾದ್ಯಂತ ಜುಲೈ ತಿಂಗಳ ಮಳೆಗಾಲದ ಪ್ರಾರಂಭದ ಹಿನ್ನೆಲೆಯಲ್ಲಿ ಮುಂಜಾಗ್ರತಾ ಕ್ರಮವಾಗಿ ಜಿಲ್ಲೆಯ ವಿವಿಧ ಪ್ರದೇಶಗಳಲ್ಲಿ ಪರಿಶೀಲನೆ ನಡೆಸಿತು. ಎನ್‌ಡಿಆರ್‌ಎಫ್ ಕಮಾಂಡರ್ ಆರ್.ಪಿ. xyxy=(572,1119,733,1186)
lead-photo-caption: ಲೈವ್ ಸರ್ಜಿಕಲ್ ಕಾರ್ಯಾಗಾರವನ್ನು ನಿವೃತ್ತ ಏರ್‌ಮಾರ್ಷಲ್ ಕೆ.ಸಿ.ನಂದಾ ಕಾರ್ಯಪ್ಪ ಉದ್ಘಾಟಿಸಿದರು. xyxy=(496,684,794,694)
officer-silhouette xyxy=(592,975,631,1114)
person-silhouette xyxy=(756,1348,797,1491)
